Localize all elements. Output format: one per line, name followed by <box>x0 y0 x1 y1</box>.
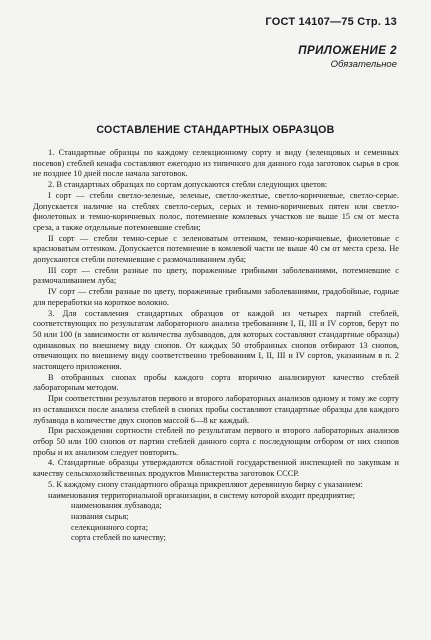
paragraph: 5. К каждому снопу стандартного образца прикрепляют деревянную бирку с указанием: <box>48 479 363 489</box>
paragraph: наименования территориальной организации, в систему которой входит предприятие; <box>48 490 355 500</box>
paragraph: При соответствии результатов первого и второго лабораторных анализов одному и тому же сорту из оставшихся после анализа стеблей в снопах пробы составляют стандартные образцы для каждого лубзавода в количестве двух снопов массой 6—8 кг каждый. <box>33 394 399 425</box>
paragraph: III сорт — стебли разные по цвету, пораженные грибными заболеваниями, потемневшие с размочаливанием луба; <box>33 265 399 286</box>
section-title: СОСТАВЛЕНИЕ СТАНДАРТНЫХ ОБРАЗЦОВ <box>96 124 335 136</box>
appendix-heading <box>298 45 397 70</box>
paragraph: При расхождении сортности стеблей по результатам первого и второго лабораторных анализов отбор 50 или 100 снопов от партии стеблей данного сорта с последующим отбором от них снопов пробы и их анализом следует повторить. <box>33 426 399 457</box>
paragraph: 3. Для составления стандартных образцов от каждой из четырех партий стеблей, соответствующих по результатам лабораторного анализа требованиям I, II, III и IV сортов, берут по 50 или 100 (в зависимости от количества лубзаводов, для которых составляют стандартные образцы) одинаковых по внешнему виду снопов. От каждых 50 отобранных снопов отбирают 13 снопов, отвечающих по внешнему виду соответственно требованиям I, II, III и IV сортов, указанным в п. 2 настоящего приложения. <box>33 308 399 372</box>
paragraph: 2. В стандартных образцах по сортам допускаются стебли следующих цветов: <box>48 180 328 190</box>
paragraph: II сорт — стебли темно-серые с зеленоватым оттенком, темно-коричневые, фиолетовые с красноватым оттенком. Допускается потемнение в комлевой части не выше 40 см от места среза. Не допускаются стебли потемневшие с размочаливанием луба; <box>33 233 399 265</box>
paragraph: В отобранных снопах пробы каждого сорта вторично анализируют качество стеблей лабораторным методом. <box>33 372 399 393</box>
list-item: наименования лубзавода; <box>71 501 162 511</box>
paragraph: IV сорт — стебли разные по цвету, пораженные грибными заболеваниями, градобойные, годные для переработки на короткое волокно. <box>33 287 399 307</box>
list-item: названия сырья; <box>71 511 129 521</box>
list-item: селекционного сорта; <box>71 522 149 532</box>
appendix-title: ПРИЛОЖЕНИЕ 2 <box>298 45 397 57</box>
paragraph: 4. Стандартные образцы утверждаются областной государственной инспекцией по закупкам и качеству сельскохозяйственных продуктов Министерства заготовок СССР. <box>33 458 399 479</box>
paragraph: I сорт — стебли светло-зеленые, зеленые, светло-желтые, светло-коричневые, светло-серые. Допускается наличие на стеблях светло-серых, серых и темно-коричневых пятен или светло-фиолетовых и темно-коричневых полос, потемнение комлевых участков не выше 15 см от места среза, а также отдельные потемневшие стебли; <box>33 190 399 232</box>
appendix-subtitle: Обязательное <box>330 59 397 70</box>
paragraph: 1. Стандартные образцы по каждому селекционному сорту и виду (зеленцовых и семенных посевов) стеблей кенафа составляют ежегодно из типичного для данного года заготовок сырья в срок не позднее 10 дней после начала заготовок. <box>33 148 399 179</box>
list-item: сорта стеблей по качеству; <box>71 533 166 543</box>
page-header: ГОСТ 14107—75 Стр. 13 <box>265 16 397 28</box>
document-body <box>33 148 399 544</box>
